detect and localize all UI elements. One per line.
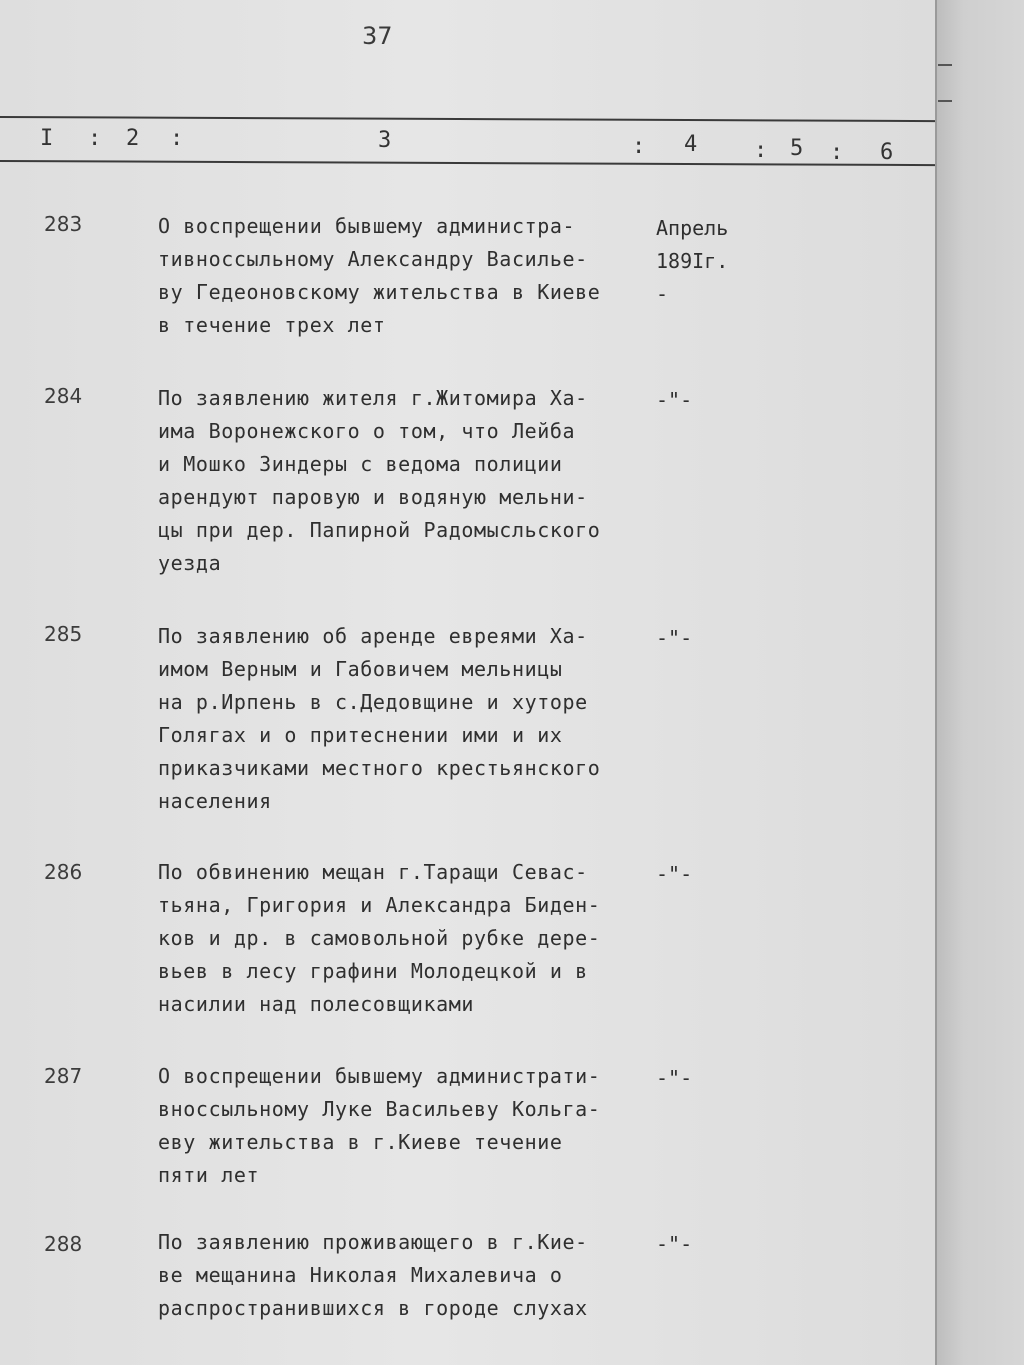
edge-tick-mark xyxy=(938,100,952,102)
entry-number: 286 xyxy=(44,860,83,884)
column-separator: : xyxy=(830,140,844,165)
column-header-1: I xyxy=(40,126,54,151)
column-header-3: 3 xyxy=(378,128,392,153)
entry-title: По заявлению жителя г.Житомира Ха- има Воронежского о том, что Лейба и Мошко Зиндеры с ведома полиции арендуют паровую и водяную мельни- цы при дер. Папирной Радомысльского уезда xyxy=(158,386,601,575)
page-number: 37 xyxy=(362,22,393,50)
edge-tick-mark xyxy=(938,64,952,66)
entry-number: 285 xyxy=(44,622,83,646)
column-separator: : xyxy=(632,134,646,159)
entry-title: По заявлению об аренде евреями Ха- имом Верным и Габовичем мельницы на р.Ирпень в с.Дедовщине и хуторе Голягах и о притеснении ими и их приказчиками местного крестьянского населения xyxy=(158,624,601,813)
entry-date: -"- xyxy=(656,1232,693,1256)
column-separator: : xyxy=(88,126,102,151)
entry-date: Апрель 189Iг. - xyxy=(656,216,729,306)
entry-title: По обвинению мещан г.Таращи Севас- тьяна, Григория и Александра Биден- ков и др. в самовольной рубке дере- вьев в лесу графини Молодецкой и в насилии над полесовщиками xyxy=(158,860,601,1016)
column-header-2: 2 xyxy=(126,126,140,151)
entry-title: О воспрещении бывшему администрати- вноссыльному Луке Васильеву Кольга- еву жительства в г.Киеве течение пяти лет xyxy=(158,1064,601,1187)
entry-number: 283 xyxy=(44,212,83,236)
entry-date: -"- xyxy=(656,626,693,650)
column-separator: : xyxy=(754,138,768,163)
column-header-5: 5 xyxy=(790,136,804,161)
underlying-page-edge xyxy=(935,0,1024,1365)
column-separator: : xyxy=(170,126,184,151)
entry-date: -"- xyxy=(656,1066,693,1090)
entry-title: По заявлению проживающего в г.Кие- ве мещанина Николая Михалевича о распространившихся в городе слухах xyxy=(158,1230,588,1320)
column-header-4: 4 xyxy=(684,132,698,157)
entry-date: -"- xyxy=(656,388,693,412)
entry-number: 288 xyxy=(44,1232,83,1256)
entry-number: 287 xyxy=(44,1064,83,1088)
entry-number: 284 xyxy=(44,384,83,408)
entry-date: -"- xyxy=(656,862,693,886)
column-header-6: 6 xyxy=(880,140,894,165)
entry-title: О воспрещении бывшему администра- тивноссыльному Александру Васильe- ву Гедеоновскому жительства в Киеве в течение трех лет xyxy=(158,214,601,337)
